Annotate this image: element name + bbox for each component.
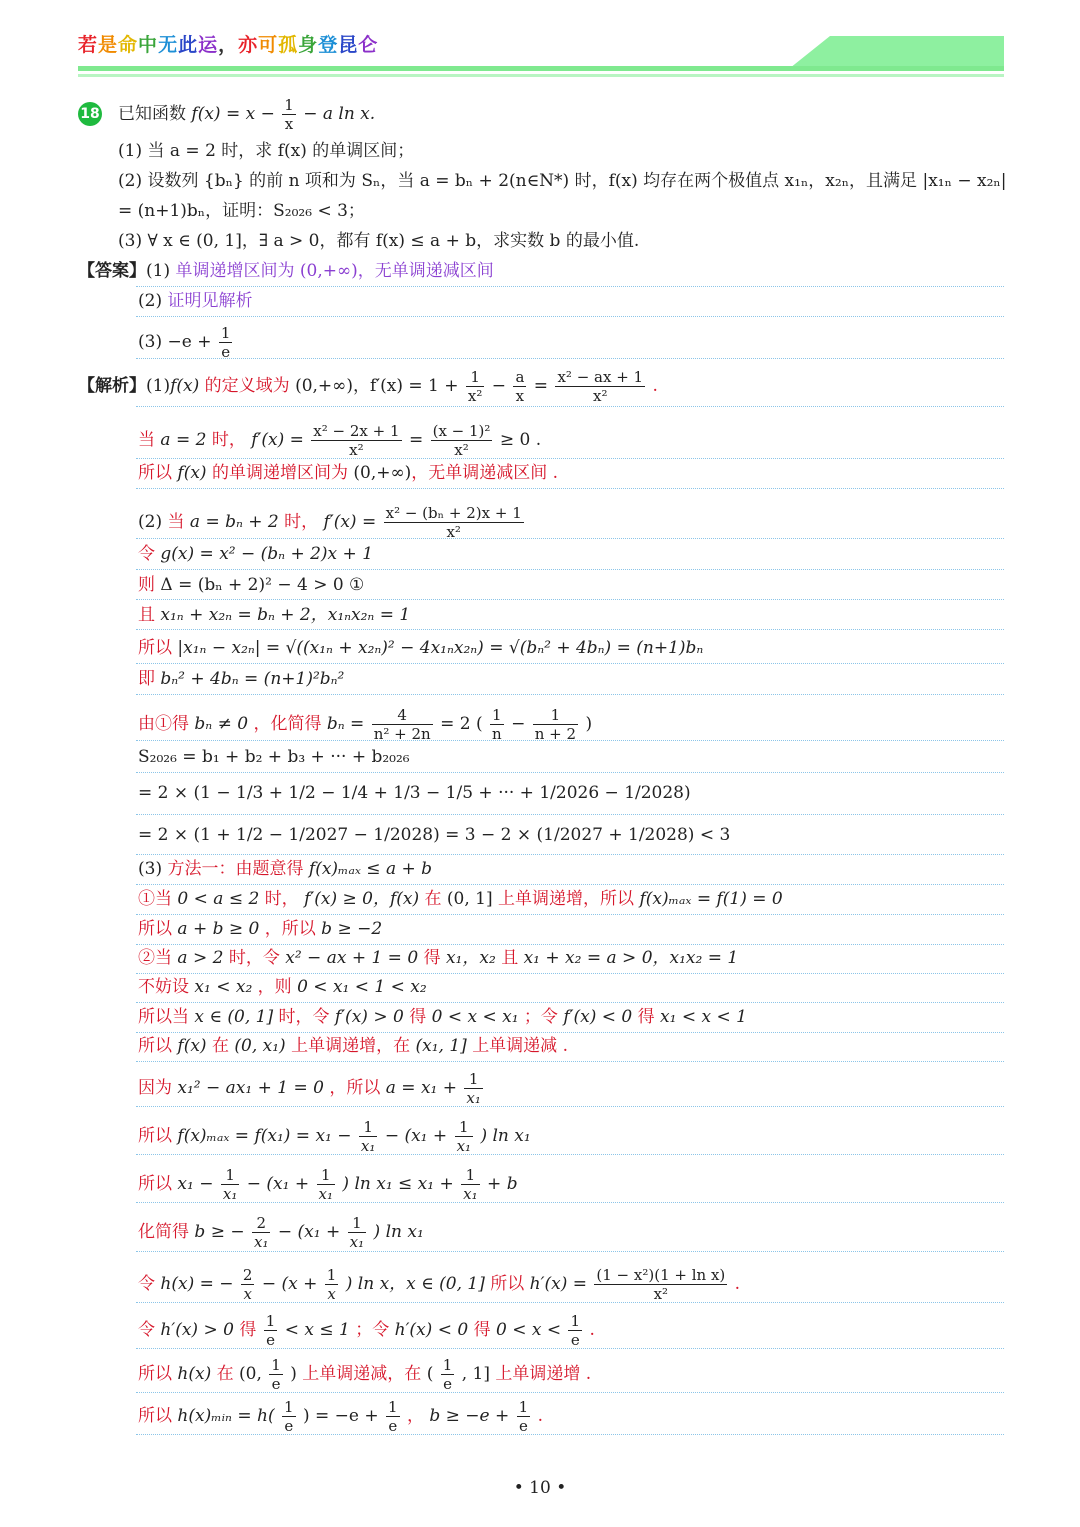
divider: [136, 1202, 1004, 1203]
divider: [136, 1106, 1004, 1107]
analysis-line-1: 【解析】(1)f(x) 的定义域为 (0,+∞)，f′(x) = 1 + $\frac{1}{\text{x²}}$ − $\frac{a}{x}$ = $\frac{\text{x² − ax + 1}}{\text{x²}}$ .: [78, 368, 658, 405]
divider: [136, 694, 1004, 695]
divider: [136, 1434, 1004, 1435]
slogan-char: 此: [178, 34, 199, 56]
answer-line-2: (2) 证明见解析: [138, 291, 253, 311]
slogan-char: 昆: [338, 34, 359, 56]
analysis-line-19: 所以当 x ∈ (0, 1] 时，令 f′(x) > 0 得 0 < x < x₁ ；令 f′(x) < 0 得 x₁ < x < 1: [138, 1007, 747, 1027]
analysis-line-16: 所以 a + b ≥ 0 ，所以 b ≥ −2: [138, 919, 383, 939]
analysis-line-9: 即 bₙ² + 4bₙ = (n+1)²bₙ²: [138, 669, 345, 689]
slogan-char: 可: [258, 34, 279, 56]
analysis-line-20: 所以 f(x) 在 (0, x₁) 上单调递增，在 (x₁, 1] 上单调递减 .: [138, 1036, 568, 1056]
divider: [136, 1154, 1004, 1155]
analysis-line-23: 所以 x₁ − $\frac{1}{\text{x₁}}$ − (x₁ + $\frac{1}{\text{x₁}}$ ) ln x₁ ≤ x₁ + $\frac{1}{\text{x₁}}$ + b: [138, 1166, 518, 1203]
analysis-line-25: 令 h(x) = − $\frac{2}{x}$ − (x + $\frac{1}{x}$ ) ln x，x ∈ (0, 1] 所以 h′(x) = $\frac{\text{(1 − x²)(1 + ln x)}}{\text{x²}}$ .: [138, 1266, 741, 1303]
divider: [136, 914, 1004, 915]
header-rule-thin: [78, 74, 1004, 77]
analysis-line-28: 所以 h(x)ₘᵢₙ = h( $\frac{1}{e}$ ) = −e + $\frac{1}{e}$ ， b ≥ −e + $\frac{1}{e}$ .: [138, 1398, 543, 1435]
divider: [136, 406, 1004, 407]
divider: [136, 1002, 1004, 1003]
header-slogan: [78, 30, 378, 57]
slogan-char: 孤: [278, 34, 299, 56]
analysis-line-24: 化简得 b ≥ − $\frac{2}{\text{x₁}}$ − (x₁ + $\frac{1}{\text{x₁}}$ ) ln x₁: [138, 1214, 424, 1251]
answer-line-1: 【答案】(1) 单调递增区间为 (0,+∞)，无单调递减区间: [78, 261, 494, 281]
analysis-line-3: 所以 f(x) 的单调递增区间为 (0,+∞)，无单调递减区间 .: [138, 463, 559, 483]
question-stem: 已知函数 f(x) = x − $\frac{1}{x}$ − a ln x.: [118, 96, 376, 133]
divider: [136, 944, 1004, 945]
analysis-line-6: 则 Δ = (bₙ + 2)² − 4 > 0 ①: [138, 575, 365, 595]
analysis-line-17: ②当 a > 2 时，令 x² − ax + 1 = 0 得 x₁，x₂ 且 x₁ + x₂ = a > 0，x₁x₂ = 1: [138, 948, 739, 968]
analysis-line-8: 所以 |x₁ₙ − x₂ₙ| = √((x₁ₙ + x₂ₙ)² − 4x₁ₙx₂ₙ) = √(bₙ² + 4bₙ) = (n+1)bₙ: [138, 638, 704, 658]
analysis-line-27: 所以 h(x) 在 (0, $\frac{1}{e}$ ) 上单调递减，在 ( $\frac{1}{e}$ , 1] 上单调递增 .: [138, 1356, 592, 1393]
divider: [136, 884, 1004, 885]
slogan-char: 若: [78, 34, 99, 56]
page-header: [0, 0, 1080, 90]
slogan-char: 是: [98, 34, 119, 56]
divider: [136, 772, 1004, 773]
divider: [136, 599, 1004, 600]
divider: [136, 1032, 1004, 1033]
slogan-char: ，: [218, 34, 239, 56]
question-number-badge: 18: [78, 102, 102, 126]
divider: [136, 286, 1004, 287]
analysis-line-22: 所以 f(x)ₘₐₓ = f(x₁) = x₁ − $\frac{1}{\text{x₁}}$ − (x₁ + $\frac{1}{\text{x₁}}$ ) ln x₁: [138, 1118, 531, 1155]
analysis-line-13: = 2 × (1 + 1/2 − 1/2027 − 1/2028) = 3 − 2 × (1/2027 + 1/2028) < 3: [138, 825, 731, 845]
divider: [136, 973, 1004, 974]
analysis-line-4: (2) 当 a = bₙ + 2 时， f′(x) = $\frac{\text{x² − (bₙ + 2)x + 1}}{\text{x²}}$: [138, 504, 522, 541]
analysis-line-14: (3) 方法一：由题意得 f(x)ₘₐₓ ≤ a + b: [138, 859, 433, 879]
divider: [136, 854, 1004, 855]
divider: [136, 814, 1004, 815]
slogan-char: 登: [318, 34, 339, 56]
question-part-3: (3) ∀ x ∈ (0, 1]，∃ a > 0，都有 f(x) ≤ a + b，求实数 b 的最小值.: [118, 231, 640, 251]
divider: [136, 663, 1004, 664]
answer-line-3: (3) −e + $\frac{1}{e}$: [138, 324, 231, 361]
divider: [136, 1392, 1004, 1393]
divider: [136, 1348, 1004, 1349]
divider: [136, 316, 1004, 317]
header-rule: [78, 66, 1004, 71]
analysis-line-5: 令 g(x) = x² − (bₙ + 2)x + 1: [138, 544, 374, 564]
analysis-line-10: 由①得 bₙ ≠ 0 ，化简得 bₙ = $\frac{4}{\text{n² + 2n}}$ = 2 ( $\frac{1}{n}$ − $\frac{1}{n + 2}$ ): [138, 706, 593, 743]
divider: [136, 740, 1004, 741]
divider: [136, 458, 1004, 459]
slogan-char: 运: [198, 34, 219, 56]
divider: [136, 1302, 1004, 1303]
slogan-char: 命: [118, 34, 139, 56]
slogan-char: 仑: [358, 34, 379, 56]
divider: [136, 1251, 1004, 1252]
slogan-char: 亦: [238, 34, 259, 56]
divider: [136, 1061, 1004, 1062]
question-part-2-cont: = (n+1)bₙ，证明：S₂₀₂₆ < 3；: [118, 201, 365, 221]
header-tab-decoration: [790, 36, 1004, 68]
analysis-line-7: 且 x₁ₙ + x₂ₙ = bₙ + 2，x₁ₙx₂ₙ = 1: [138, 605, 411, 625]
analysis-line-21: 因为 x₁² − ax₁ + 1 = 0 ，所以 a = x₁ + $\frac{1}{\text{x₁}}$: [138, 1070, 481, 1107]
divider: [136, 488, 1004, 489]
slogan-char: 中: [138, 34, 159, 56]
analysis-line-18: 不妨设 x₁ < x₂ ，则 0 < x₁ < 1 < x₂: [138, 977, 427, 997]
slogan-char: 身: [298, 34, 319, 56]
analysis-line-11: S₂₀₂₆ = b₁ + b₂ + b₃ + ··· + b₂₀₂₆: [138, 747, 410, 767]
page-number: • 10 •: [513, 1478, 567, 1498]
slogan-char: 无: [158, 34, 179, 56]
divider: [136, 538, 1004, 539]
analysis-line-26: 令 h′(x) > 0 得 $\frac{1}{e}$ < x ≤ 1 ；令 h′(x) < 0 得 0 < x < $\frac{1}{e}$ .: [138, 1312, 595, 1349]
divider: [136, 358, 1004, 359]
analysis-line-2: 当 a = 2 时， f′(x) = $\frac{\text{x² − 2x + 1}}{\text{x²}}$ = $\frac{\text{(x − 1)²}}{\text{x²}}$ ≥ 0 .: [138, 422, 542, 459]
analysis-line-15: ①当 0 < a ≤ 2 时， f′(x) ≥ 0，f(x) 在 (0, 1] 上单调递增，所以 f(x)ₘₐₓ = f(1) = 0: [138, 889, 783, 909]
divider: [136, 569, 1004, 570]
question-part-2: (2) 设数列 {bₙ} 的前 n 项和为 Sₙ，当 a = bₙ + 2(n∈N*) 时，f(x) 均存在两个极值点 x₁ₙ，x₂ₙ，且满足 |x₁ₙ − x₂ₙ|: [118, 171, 1007, 191]
analysis-line-12: = 2 × (1 − 1/3 + 1/2 − 1/4 + 1/3 − 1/5 + ··· + 1/2026 − 1/2028): [138, 783, 691, 803]
question-part-1: (1) 当 a = 2 时，求 f(x) 的单调区间；: [118, 141, 415, 161]
divider: [136, 629, 1004, 630]
